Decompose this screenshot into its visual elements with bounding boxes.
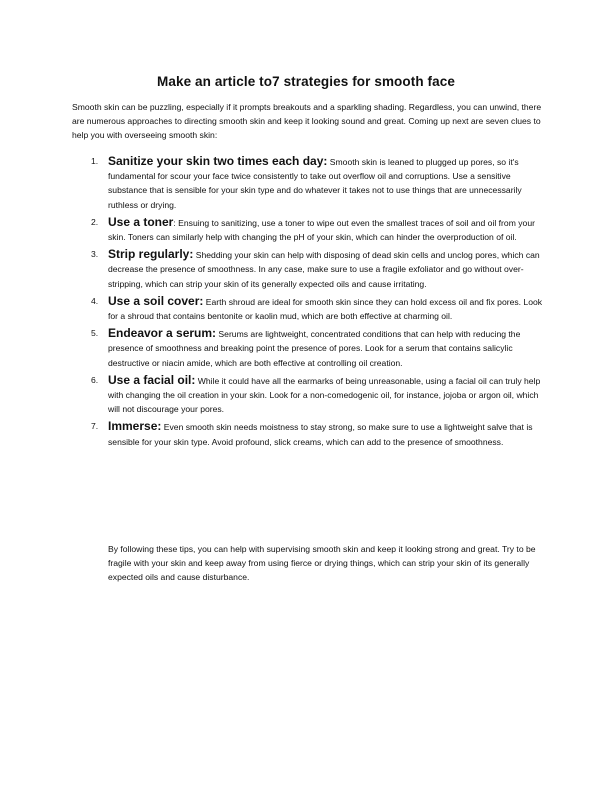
list-item-heading: Strip regularly: bbox=[108, 247, 194, 262]
list-item bbox=[72, 293, 544, 323]
list-item bbox=[72, 325, 544, 370]
list-item-number: 4. bbox=[91, 295, 99, 306]
list-item bbox=[72, 246, 544, 291]
list-item-heading: Use a soil cover: bbox=[108, 293, 204, 308]
intro-paragraph: Smooth skin can be puzzling, especially if it prompts breakouts and a sparkling shading. Regardless, you can unwind, there are numerous approaches to directing smooth skin and keep it looking sound and great. Coming up next are seven clues to help you with overseeing smooth skin: bbox=[72, 102, 542, 141]
list-item-number: 5. bbox=[91, 328, 99, 339]
strategy-list bbox=[72, 153, 544, 451]
page-title: Make an article to7 strategies for smooth face bbox=[157, 74, 455, 89]
list-item-heading: Immerse: bbox=[108, 419, 162, 434]
list-item bbox=[72, 418, 544, 448]
list-item-body: Smooth skin is leaned to plugged up pores, so it's fundamental for scour your face twice consistently to take out overflow oil and corruptions. Use a sensitive substance that is sensible for your skin type and do whatever it takes not to use things that are unnecessarily ruthless or drying. bbox=[108, 157, 522, 210]
list-item-body: : Ensuing to sanitizing, use a toner to wipe out even the smallest traces of soil and oil from your skin. Toners can similarly help with changing the pH of your skin, which can hinder the overproduction of oil. bbox=[108, 217, 535, 243]
list-item-number: 3. bbox=[91, 249, 99, 260]
list-item-heading: Sanitize your skin two times each day: bbox=[108, 154, 328, 168]
list-item bbox=[72, 372, 544, 417]
list-item-number: 2. bbox=[91, 216, 99, 227]
closing-paragraph: By following these tips, you can help with supervising smooth skin and keep it looking strong and great. Try to be fragile with your skin and keep away from using fierce or drying things, which can strip your skin of its generally expected oils and cause disturbance. bbox=[108, 544, 536, 583]
list-item-heading: Use a facial oil: bbox=[108, 372, 196, 387]
list-item bbox=[72, 214, 544, 244]
list-item-body: Earth shroud are ideal for smooth skin since they can hold excess oil and fix pores. Look for a shroud that contains bentonite or kaolin mud, which are both effective at charming oil. bbox=[108, 296, 543, 322]
list-item-body: While it could have all the earmarks of being unreasonable, using a facial oil can truly help with changing the oil creation in your skin. Look for a non-comedogenic oil, for instance, jojoba or argon oil, which will not discourage your pores. bbox=[108, 375, 541, 415]
list-item bbox=[72, 153, 544, 212]
list-item-number: 6. bbox=[91, 374, 99, 385]
list-item-heading: Use a toner bbox=[108, 214, 174, 229]
list-item-body: Serums are lightweight, concentrated conditions that can help with reducing the presence of smoothness and breaking point the presence of pores. Look for a serum that contains salicylic destructive or niacin amide, which are both effective at controlling oil creation. bbox=[108, 329, 521, 368]
list-item-body: Even smooth skin needs moistness to stay strong, so make sure to use a lightweight salve that is sensible for your skin type. Avoid profound, slick creams, which can add to the presence of smoothness. bbox=[108, 422, 533, 447]
list-item-body: Shedding your skin can help with disposing of dead skin cells and unclog pores, which can decrease the presence of smoothness. In any case, make sure to use a fragile exfoliator and go without over-stripping, which can strip your skin of its generally expected oils and cause irritating. bbox=[108, 250, 540, 289]
list-item-number: 7. bbox=[91, 421, 99, 432]
list-item-number: 1. bbox=[91, 156, 99, 166]
list-item-heading: Endeavor a serum: bbox=[108, 326, 217, 341]
